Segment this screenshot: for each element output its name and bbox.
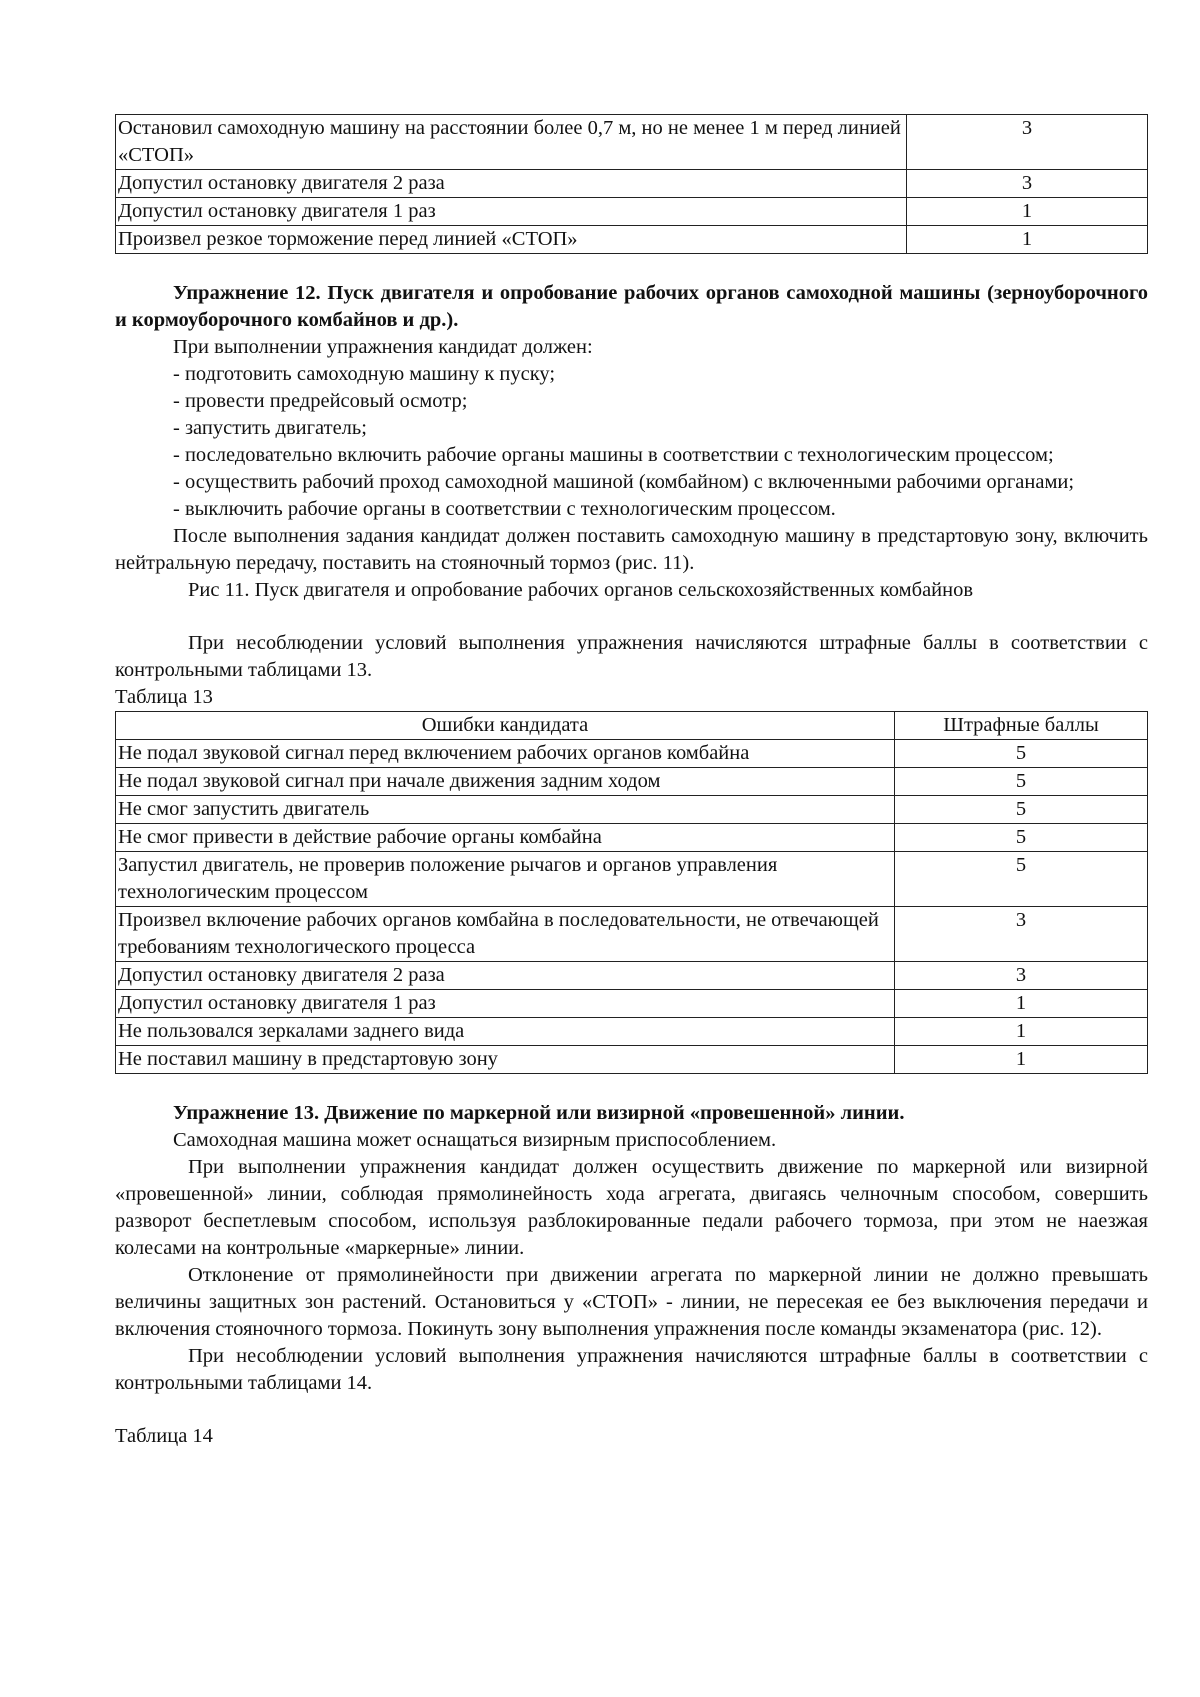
exercise-13-paragraph: Отклонение от прямолинейности при движении агрегата по маркерной линии не должно превышать величины защитных зон растений. Остановиться у «СТОП» - линии, не пересекая ее без выключения передачи и включения стояночного тормоза. Покинуть зону выполнения упражнения после команды экзаменатора (рис. 12). bbox=[115, 1264, 1148, 1340]
score-cell: 1 bbox=[895, 1046, 1148, 1074]
table-row bbox=[116, 740, 1148, 768]
score-cell: 1 bbox=[907, 198, 1148, 226]
table-13-label: Таблица 13 bbox=[115, 686, 213, 708]
error-cell: Не смог запустить двигатель bbox=[116, 796, 895, 824]
header-score: Штрафные баллы bbox=[895, 712, 1148, 740]
exercise-13-paragraph: Самоходная машина может оснащаться визирным приспособлением. bbox=[173, 1129, 777, 1151]
score-cell: 5 bbox=[895, 768, 1148, 796]
score-cell: 1 bbox=[907, 226, 1148, 254]
error-cell: Остановил самоходную машину на расстоянии более 0,7 м, но не менее 1 м перед линией «СТОП» bbox=[116, 115, 907, 170]
error-cell: Допустил остановку двигателя 1 раз bbox=[116, 990, 895, 1018]
score-cell: 3 bbox=[907, 115, 1148, 170]
error-cell: Не смог привести в действие рабочие органы комбайна bbox=[116, 824, 895, 852]
exercise-12-item: - осуществить рабочий проход самоходной машиной (комбайном) с включенными рабочими органами; bbox=[173, 471, 1075, 493]
exercise-12-intro: При выполнении упражнения кандидат должен: bbox=[173, 336, 593, 358]
exercise-13-paragraph: При несоблюдении условий выполнения упражнения начисляются штрафные баллы в соответствии с контрольными таблицами 14. bbox=[115, 1345, 1148, 1394]
table-header-row bbox=[116, 712, 1148, 740]
table-row bbox=[116, 115, 1148, 170]
table-row bbox=[116, 852, 1148, 907]
score-cell: 1 bbox=[895, 1018, 1148, 1046]
table-row bbox=[116, 1046, 1148, 1074]
table-row bbox=[116, 226, 1148, 254]
table-row bbox=[116, 962, 1148, 990]
table-row bbox=[116, 907, 1148, 962]
table-row bbox=[116, 990, 1148, 1018]
score-cell: 5 bbox=[895, 852, 1148, 907]
penalty-table-12-continued bbox=[115, 114, 1148, 254]
score-cell: 1 bbox=[895, 990, 1148, 1018]
error-cell: Запустил двигатель, не проверив положение рычагов и органов управления технологическим процессом bbox=[116, 852, 895, 907]
error-cell: Допустил остановку двигателя 1 раз bbox=[116, 198, 907, 226]
table-row bbox=[116, 824, 1148, 852]
exercise-12-penalty-text: При несоблюдении условий выполнения упражнения начисляются штрафные баллы в соответствии с контрольными таблицами 13. bbox=[115, 632, 1148, 681]
error-cell: Не пользовался зеркалами заднего вида bbox=[116, 1018, 895, 1046]
exercise-13-heading: Упражнение 13. Движение по маркерной или визирной «провешенной» линии. bbox=[173, 1102, 905, 1124]
error-cell: Допустил остановку двигателя 2 раза bbox=[116, 962, 895, 990]
header-error: Ошибки кандидата bbox=[116, 712, 895, 740]
exercise-12-after: После выполнения задания кандидат должен поставить самоходную машину в предстартовую зону, включить нейтральную передачу, поставить на стояночный тормоз (рис. 11). bbox=[115, 525, 1148, 574]
figure-11-caption: Рис 11. Пуск двигателя и опробование рабочих органов сельскохозяйственных комбайнов bbox=[188, 579, 974, 601]
error-cell: Не поставил машину в предстартовую зону bbox=[116, 1046, 895, 1074]
error-cell: Произвел резкое торможение перед линией «СТОП» bbox=[116, 226, 907, 254]
table-row bbox=[116, 768, 1148, 796]
table-row bbox=[116, 198, 1148, 226]
document-page bbox=[115, 114, 1148, 1450]
score-cell: 3 bbox=[895, 907, 1148, 962]
exercise-12-item: - подготовить самоходную машину к пуску; bbox=[173, 363, 556, 385]
exercise-13-paragraph: При выполнении упражнения кандидат должен осуществить движение по маркерной или визирной «провешенной» линии, соблюдая прямолинейность хода агрегата, двигаясь челночным способом, совершить разворот беспетлевым способом, используя разблокированные педали рабочего тормоза, при этом не наезжая колесами на контрольные «маркерные» линии. bbox=[115, 1156, 1148, 1259]
score-cell: 5 bbox=[895, 740, 1148, 768]
table-row bbox=[116, 796, 1148, 824]
error-cell: Не подал звуковой сигнал перед включением рабочих органов комбайна bbox=[116, 740, 895, 768]
score-cell: 5 bbox=[895, 824, 1148, 852]
exercise-12-item: - провести предрейсовый осмотр; bbox=[173, 390, 468, 412]
table-14-label: Таблица 14 bbox=[115, 1425, 213, 1447]
exercise-12-item: - последовательно включить рабочие органы машины в соответствии с технологическим процессом; bbox=[173, 444, 1054, 466]
table-row bbox=[116, 1018, 1148, 1046]
exercise-12-item: - запустить двигатель; bbox=[173, 417, 367, 439]
error-cell: Произвел включение рабочих органов комбайна в последовательности, не отвечающей требованиям технологического процесса bbox=[116, 907, 895, 962]
error-cell: Допустил остановку двигателя 2 раза bbox=[116, 170, 907, 198]
exercise-12-item: - выключить рабочие органы в соответствии с технологическим процессом. bbox=[173, 498, 836, 520]
score-cell: 3 bbox=[907, 170, 1148, 198]
exercise-12-heading: Упражнение 12. Пуск двигателя и опробование рабочих органов самоходной машины (зерноуборочного и кормоуборочного комбайнов и др.). bbox=[115, 282, 1148, 331]
score-cell: 3 bbox=[895, 962, 1148, 990]
score-cell: 5 bbox=[895, 796, 1148, 824]
error-cell: Не подал звуковой сигнал при начале движения задним ходом bbox=[116, 768, 895, 796]
penalty-table-13 bbox=[115, 711, 1148, 1074]
table-row bbox=[116, 170, 1148, 198]
